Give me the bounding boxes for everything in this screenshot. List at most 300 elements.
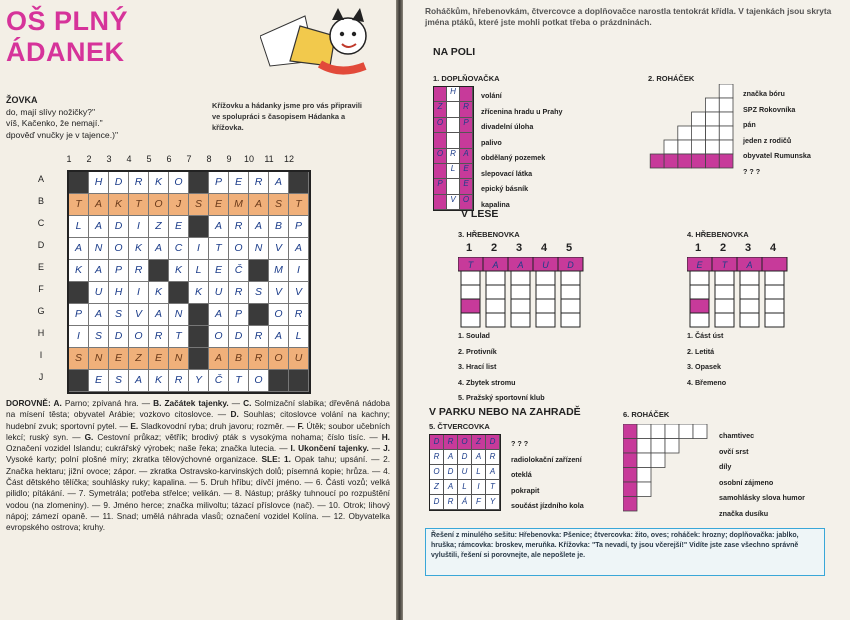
puzzle-cell[interactable]: R xyxy=(486,450,500,465)
comb-number: 2 xyxy=(491,242,498,254)
crossword-cell[interactable]: R xyxy=(149,326,169,348)
comb-cell[interactable] xyxy=(715,285,734,299)
crossword-cell[interactable]: O xyxy=(269,348,289,370)
puzzle-cell[interactable]: R xyxy=(460,102,473,117)
puzzle-6-clues xyxy=(719,428,805,521)
puzzle-4-comb-grid[interactable] xyxy=(687,257,791,329)
row-letter: C xyxy=(37,218,45,228)
crossword-cell[interactable]: Y xyxy=(189,370,209,392)
crossword-cell[interactable]: V xyxy=(269,238,289,260)
clue-heading: F. xyxy=(297,420,304,431)
crossword-cell[interactable]: M xyxy=(269,260,289,282)
puzzle-cell[interactable]: A xyxy=(444,480,458,495)
puzzle-cell[interactable]: L xyxy=(458,480,472,495)
puzzle-cell[interactable] xyxy=(623,482,637,497)
puzzle-cell[interactable] xyxy=(623,497,637,512)
puzzle-cell[interactable] xyxy=(460,87,473,102)
crossword-cell[interactable] xyxy=(189,304,209,326)
comb-cell[interactable] xyxy=(561,313,580,327)
crossword-cell[interactable]: P xyxy=(229,304,249,326)
crossword-cell[interactable]: B xyxy=(229,348,249,370)
puzzle-1-grid[interactable] xyxy=(433,86,474,211)
puzzle-cell[interactable] xyxy=(447,102,460,117)
puzzle-cell[interactable]: O xyxy=(434,149,447,164)
puzzle-cell[interactable] xyxy=(447,118,460,133)
puzzle-cell[interactable] xyxy=(664,140,678,154)
puzzle-cell[interactable] xyxy=(434,133,447,148)
clue-text: Cestovní průkaz; větřík; brodivý pták s vysokýma nohama; číslo tisíc. — xyxy=(93,431,382,442)
crossword-cell[interactable]: O xyxy=(149,194,169,216)
clue-item: součást jízdního kola xyxy=(511,501,584,510)
crossword-cell[interactable]: A xyxy=(89,216,109,238)
puzzle-6-title: 6. ROHÁČEK xyxy=(623,410,670,419)
crossword-cell[interactable]: A xyxy=(269,172,289,194)
crossword-cell[interactable]: U xyxy=(209,282,229,304)
comb-cell[interactable] xyxy=(536,299,555,313)
crossword-cell[interactable]: Č xyxy=(229,260,249,282)
column-number: 6 xyxy=(166,154,172,164)
puzzle-cell[interactable] xyxy=(623,453,637,468)
crossword-cell[interactable] xyxy=(289,172,309,194)
crossword-cell[interactable]: A xyxy=(209,304,229,326)
comb-cell[interactable] xyxy=(715,299,734,313)
comb-cell[interactable] xyxy=(486,299,505,313)
crossword-cell[interactable]: K xyxy=(129,238,149,260)
crossword-cell[interactable]: O xyxy=(169,172,189,194)
puzzle-cell[interactable] xyxy=(651,453,665,468)
crossword-cell[interactable]: R xyxy=(129,172,149,194)
comb-cell[interactable] xyxy=(765,299,784,313)
crossword-cell[interactable]: N xyxy=(249,238,269,260)
crossword-cell[interactable]: H xyxy=(89,172,109,194)
puzzle-2-clues xyxy=(743,86,811,179)
clue-item: jeden z rodičů xyxy=(743,135,792,145)
crossword-cell[interactable]: E xyxy=(209,194,229,216)
crossword-cell[interactable]: P xyxy=(209,172,229,194)
comb-cell[interactable] xyxy=(536,285,555,299)
crossword-cell[interactable]: S xyxy=(89,326,109,348)
crossword-cell[interactable] xyxy=(149,260,169,282)
crossword-cell[interactable]: P xyxy=(69,304,89,326)
clue-text: Označení vozidel Islandu; cukrářský výrobek; naše řeka; značka lutecia. — xyxy=(6,443,291,454)
crossword-cell[interactable]: R xyxy=(129,260,149,282)
crossword-cell[interactable]: A xyxy=(209,216,229,238)
comb-top-cell[interactable] xyxy=(762,257,787,271)
puzzle-cell[interactable]: R xyxy=(447,149,460,164)
clue-heading: SLE: 1. xyxy=(257,454,291,465)
crossword-cell[interactable]: I xyxy=(289,260,309,282)
puzzle-cell[interactable]: Z xyxy=(472,435,486,450)
puzzle-cell[interactable]: Y xyxy=(486,495,500,510)
clue-item: 2. Protivník xyxy=(458,346,497,356)
comb-cell[interactable] xyxy=(690,285,709,299)
clue-item: 3. Opasek xyxy=(687,362,721,371)
puzzle-cell[interactable]: A xyxy=(460,149,473,164)
clue-item: oteklá xyxy=(511,470,532,479)
crossword-cell[interactable]: M xyxy=(229,194,249,216)
crossword-cell[interactable]: B xyxy=(269,216,289,238)
puzzle-cell[interactable]: H xyxy=(447,87,460,102)
crossword-cell[interactable]: N xyxy=(89,348,109,370)
crossword-cell[interactable]: E xyxy=(229,172,249,194)
puzzle-cell[interactable]: T xyxy=(486,480,500,495)
crossword-cell[interactable]: Z xyxy=(149,216,169,238)
crossword-cell[interactable]: D xyxy=(109,326,129,348)
crossword-cell[interactable]: O xyxy=(109,238,129,260)
comb-cell[interactable] xyxy=(511,285,530,299)
page-gutter xyxy=(396,0,403,620)
crossword-cell[interactable] xyxy=(249,260,269,282)
crossword-cell[interactable]: A xyxy=(209,348,229,370)
puzzle-cell[interactable] xyxy=(719,84,733,98)
comb-letter: A xyxy=(517,260,524,270)
puzzle-cell[interactable] xyxy=(692,126,706,140)
crossword-cell[interactable]: J xyxy=(169,194,189,216)
intro-note: Křížovku a hádanky jsme pro vás připravili ve spolupráci s časopisem Hádanka a křížovka. xyxy=(212,101,362,132)
section-park: V PARKU NEBO NA ZAHRADĚ xyxy=(429,406,581,418)
puzzle-cell[interactable]: A xyxy=(472,450,486,465)
puzzle-cell[interactable] xyxy=(651,424,665,439)
puzzle-cell[interactable]: R xyxy=(430,450,444,465)
row-letter: J xyxy=(38,372,44,382)
puzzle-cell[interactable] xyxy=(692,112,706,126)
comb-cell[interactable] xyxy=(461,299,480,313)
crossword-cell[interactable]: O xyxy=(249,370,269,392)
crossword-cell[interactable]: R xyxy=(229,216,249,238)
crossword-cell[interactable]: R xyxy=(249,348,269,370)
puzzle-cell[interactable] xyxy=(692,140,706,154)
crossword-cell[interactable]: V xyxy=(269,282,289,304)
puzzle-cell[interactable] xyxy=(434,195,447,210)
puzzle-5-grid[interactable] xyxy=(429,434,501,511)
clue-item: chamtivec xyxy=(719,431,755,440)
puzzle-cell[interactable]: D xyxy=(458,450,472,465)
puzzle-cell[interactable]: P xyxy=(460,118,473,133)
puzzle-cell[interactable] xyxy=(447,179,460,194)
puzzle-cell[interactable] xyxy=(447,133,460,148)
comb-cell[interactable] xyxy=(461,313,480,327)
comb-cell[interactable] xyxy=(740,299,759,313)
puzzle-cell[interactable]: R xyxy=(444,495,458,510)
clue-heading: E. xyxy=(130,420,139,431)
crossword-cell[interactable]: D xyxy=(229,326,249,348)
crossword-cell[interactable]: K xyxy=(189,282,209,304)
comb-cell[interactable] xyxy=(740,313,759,327)
crossword-cell[interactable]: A xyxy=(89,304,109,326)
comb-cell[interactable] xyxy=(511,299,530,313)
clue-item: samohlásky slova humor xyxy=(719,493,805,502)
crossword-cell[interactable]: N xyxy=(89,238,109,260)
crossword-cell[interactable]: O xyxy=(269,304,289,326)
puzzle-cell[interactable] xyxy=(637,439,651,454)
clue-item: ? ? ? xyxy=(743,166,761,176)
crossword-cell[interactable]: T xyxy=(289,194,309,216)
comb-cell[interactable] xyxy=(715,313,734,327)
puzzle-2-title: 2. ROHÁČEK xyxy=(648,74,695,83)
crossword-cell[interactable]: C xyxy=(169,238,189,260)
puzzle-cell[interactable]: P xyxy=(434,179,447,194)
clue-item: díly xyxy=(719,462,732,471)
comb-cell[interactable] xyxy=(740,285,759,299)
crossword-cell[interactable]: A xyxy=(129,370,149,392)
crossword-cell[interactable]: L xyxy=(289,326,309,348)
puzzle-cell[interactable] xyxy=(460,133,473,148)
crossword-cell[interactable] xyxy=(289,370,309,392)
clue-heading: H. xyxy=(381,431,390,442)
clue-item: slepovací látka xyxy=(481,168,533,178)
clue-item: palivo xyxy=(481,137,502,147)
puzzle-cell[interactable] xyxy=(705,154,719,168)
crossword-cell[interactable] xyxy=(169,282,189,304)
puzzle-cell[interactable] xyxy=(623,424,637,439)
puzzle-cell[interactable] xyxy=(651,439,665,454)
crossword-cell[interactable]: L xyxy=(69,216,89,238)
puzzle-cell[interactable]: Z xyxy=(430,480,444,495)
crossword-cell[interactable]: I xyxy=(69,326,89,348)
column-number: 5 xyxy=(146,154,152,164)
puzzle-6-staircase-grid[interactable] xyxy=(623,424,713,516)
puzzle-cell[interactable] xyxy=(637,482,651,497)
comb-cell[interactable] xyxy=(765,313,784,327)
comb-cell[interactable] xyxy=(486,285,505,299)
crossword-cell[interactable]: T xyxy=(209,238,229,260)
puzzle-cell[interactable] xyxy=(434,87,447,102)
comb-cell[interactable] xyxy=(536,313,555,327)
puzzle-cell[interactable] xyxy=(678,154,692,168)
puzzle-cell[interactable] xyxy=(719,126,733,140)
puzzle-cell[interactable] xyxy=(623,439,637,454)
puzzle-cell[interactable] xyxy=(678,126,692,140)
intro-line-2: víš, Kačenko, že nemají." xyxy=(6,118,103,128)
crossword-cell[interactable] xyxy=(69,370,89,392)
puzzle-cell[interactable] xyxy=(665,424,679,439)
clue-text: Opak tahu; upsání. — 2. Značka hektaru; jižní ovoce; zápor. — zkratka Ostravsko-karvinských dolů; písemná kopie; hrůza. — 4. Část dětského tělíčka; souhlásky ruky; kapalina. — 5. Druh hříbu; dívčí jméno. — 6. Části vozů; velká pilidlo; pítákání. — 7. Symetrála; potřeba střelce; velikán. — 8. Nástup; prášky tuhnoucí po rozpuštění vodou (na zlomeniny). — 9. Jméno herce; značka milivoltu; tázací příslovce (nač). — 10. Otrok; lihový nápoj; zámezí opaně. — 11. Snad; umělá náhrada vlasů; označení vozidel Kolína. — 12. Obyvatelka evropského ostrova; kruhy. xyxy=(6,454,390,533)
crossword-clues xyxy=(6,398,390,534)
puzzle-3-numbers xyxy=(458,242,588,256)
puzzle-cell[interactable]: Á xyxy=(458,495,472,510)
puzzle-cell[interactable] xyxy=(650,154,664,168)
comb-cell[interactable] xyxy=(486,313,505,327)
crossword-cell[interactable]: V xyxy=(289,282,309,304)
puzzle-1-title: 1. DOPLŇOVAČKA xyxy=(433,74,500,83)
crossword-cell[interactable]: H xyxy=(109,282,129,304)
crossword-cell[interactable]: K xyxy=(109,194,129,216)
row-letter: E xyxy=(37,262,44,272)
puzzle-3-comb-grid[interactable] xyxy=(458,257,588,329)
puzzle-cell[interactable] xyxy=(679,424,693,439)
crossword-cell[interactable]: I xyxy=(129,216,149,238)
puzzle-cell[interactable] xyxy=(719,98,733,112)
crossword-cell[interactable]: T xyxy=(69,194,89,216)
puzzle-cell[interactable]: A xyxy=(486,465,500,480)
crossword-cell[interactable] xyxy=(189,348,209,370)
puzzle-cell[interactable]: O xyxy=(458,435,472,450)
crossword-cell[interactable] xyxy=(189,216,209,238)
crossword-cell[interactable]: A xyxy=(89,260,109,282)
comb-cell[interactable] xyxy=(690,271,709,285)
crossword-cell[interactable]: R xyxy=(229,282,249,304)
crossword-cell[interactable]: A xyxy=(89,194,109,216)
puzzle-cell[interactable]: E xyxy=(460,164,473,179)
crossword-cell[interactable]: K xyxy=(149,282,169,304)
crossword-cell[interactable]: A xyxy=(289,238,309,260)
crossword-cell[interactable]: A xyxy=(69,238,89,260)
comb-cell[interactable] xyxy=(561,271,580,285)
puzzle-cell[interactable]: Z xyxy=(434,102,447,117)
crossword-cell[interactable]: P xyxy=(289,216,309,238)
comb-cell[interactable] xyxy=(461,285,480,299)
puzzle-cell[interactable] xyxy=(719,140,733,154)
puzzle-cell[interactable]: I xyxy=(472,480,486,495)
puzzle-cell[interactable]: L xyxy=(472,465,486,480)
comb-number: 1 xyxy=(466,242,473,254)
crossword-cell[interactable]: R xyxy=(169,370,189,392)
crossword-cell[interactable]: T xyxy=(229,370,249,392)
puzzle-cell[interactable] xyxy=(434,164,447,179)
row-letter: A xyxy=(37,174,44,184)
row-letter: B xyxy=(37,196,44,206)
crossword-cell[interactable] xyxy=(69,282,89,304)
puzzle-cell[interactable] xyxy=(705,140,719,154)
comb-cell[interactable] xyxy=(511,313,530,327)
puzzle-cell[interactable] xyxy=(665,439,679,454)
crossword-cell[interactable]: R xyxy=(249,326,269,348)
puzzle-cell[interactable] xyxy=(637,468,651,483)
puzzle-cell[interactable]: F xyxy=(472,495,486,510)
puzzle-cell[interactable]: A xyxy=(444,450,458,465)
crossword-cell[interactable]: N xyxy=(169,304,189,326)
crossword-cell[interactable]: U xyxy=(289,348,309,370)
puzzle-cell[interactable] xyxy=(664,154,678,168)
puzzle-cell[interactable]: O xyxy=(460,195,473,210)
crossword-cell[interactable]: E xyxy=(89,370,109,392)
crossword-cell[interactable]: S xyxy=(189,194,209,216)
crossword-cell[interactable]: E xyxy=(169,216,189,238)
puzzle-cell[interactable] xyxy=(623,468,637,483)
crossword-cell[interactable]: E xyxy=(209,260,229,282)
puzzle-cell[interactable]: L xyxy=(447,164,460,179)
puzzle-cell[interactable] xyxy=(692,154,706,168)
crossword-cell[interactable] xyxy=(249,304,269,326)
comb-cell[interactable] xyxy=(765,285,784,299)
clue-item: 5. Pražský sportovní klub xyxy=(458,393,545,402)
crossword-cell[interactable]: K xyxy=(169,260,189,282)
crossword-cell[interactable] xyxy=(269,370,289,392)
puzzle-cell[interactable] xyxy=(637,424,651,439)
crossword-cell[interactable] xyxy=(189,326,209,348)
crossword-cell[interactable]: S xyxy=(249,282,269,304)
crossword-cell[interactable]: Č xyxy=(209,370,229,392)
column-number: 2 xyxy=(86,154,92,164)
puzzle-cell[interactable]: R xyxy=(444,435,458,450)
comb-cell[interactable] xyxy=(690,313,709,327)
crossword-cell[interactable]: O xyxy=(129,326,149,348)
crossword-cell[interactable]: A xyxy=(149,238,169,260)
comb-cell[interactable] xyxy=(561,285,580,299)
puzzle-cell[interactable]: O xyxy=(430,465,444,480)
comb-cell[interactable] xyxy=(740,271,759,285)
puzzle-cell[interactable] xyxy=(719,112,733,126)
crossword-cell[interactable]: T xyxy=(129,194,149,216)
puzzle-cell[interactable] xyxy=(637,453,651,468)
puzzle-cell[interactable]: U xyxy=(458,465,472,480)
comb-number: 1 xyxy=(695,242,702,254)
crossword-cell[interactable]: S xyxy=(269,194,289,216)
puzzle-cell[interactable] xyxy=(705,98,719,112)
crossword-cell[interactable]: S xyxy=(109,370,129,392)
crossword-cell[interactable]: P xyxy=(109,260,129,282)
clue-text: — xyxy=(228,398,244,408)
puzzle-cell[interactable] xyxy=(705,126,719,140)
comb-number: 2 xyxy=(720,242,727,254)
crossword-cell[interactable]: K xyxy=(69,260,89,282)
puzzle-cell[interactable]: O xyxy=(434,118,447,133)
comb-cell[interactable] xyxy=(561,299,580,313)
crossword-cell[interactable]: I xyxy=(189,238,209,260)
puzzle-cell[interactable]: D xyxy=(486,435,500,450)
clue-text: Sladkovodní ryba; druh javoru; rozměr. — xyxy=(138,420,298,431)
crossword-grid[interactable] xyxy=(67,170,311,394)
crossword-cell[interactable]: R xyxy=(249,172,269,194)
crossword-cell[interactable]: Z xyxy=(129,348,149,370)
comb-cell[interactable] xyxy=(715,271,734,285)
comb-cell[interactable] xyxy=(461,271,480,285)
puzzle-cell[interactable]: V xyxy=(447,195,460,210)
crossword-cell[interactable]: O xyxy=(209,326,229,348)
puzzle-cell[interactable]: D xyxy=(430,435,444,450)
crossword-cell[interactable]: A xyxy=(269,326,289,348)
crossword-cell[interactable]: S xyxy=(69,348,89,370)
crossword-cell[interactable]: A xyxy=(249,194,269,216)
comb-cell[interactable] xyxy=(765,271,784,285)
puzzle-cell[interactable] xyxy=(678,140,692,154)
crossword-cell[interactable]: U xyxy=(89,282,109,304)
crossword-cell[interactable]: R xyxy=(289,304,309,326)
puzzle-cell[interactable] xyxy=(719,154,733,168)
crossword-cell[interactable]: E xyxy=(149,348,169,370)
clue-heading: C. xyxy=(243,398,252,408)
crossword-cell[interactable]: S xyxy=(109,304,129,326)
crossword-cell[interactable]: L xyxy=(189,260,209,282)
comb-cell[interactable] xyxy=(486,271,505,285)
puzzle-2-staircase-grid[interactable] xyxy=(648,84,738,170)
crossword-cell[interactable]: K xyxy=(149,370,169,392)
crossword-cell[interactable]: N xyxy=(169,348,189,370)
crossword-cell[interactable]: K xyxy=(149,172,169,194)
clue-item: ? ? ? xyxy=(511,439,529,448)
puzzle-cell[interactable] xyxy=(705,112,719,126)
crossword-cell[interactable]: I xyxy=(129,282,149,304)
crossword-cell[interactable]: O xyxy=(229,238,249,260)
crossword-cell[interactable] xyxy=(189,172,209,194)
crossword-cell[interactable] xyxy=(69,172,89,194)
puzzle-cell[interactable] xyxy=(693,424,707,439)
comb-cell[interactable] xyxy=(511,271,530,285)
crossword-cell[interactable]: A xyxy=(149,304,169,326)
puzzle-cell[interactable]: D xyxy=(444,465,458,480)
comb-cell[interactable] xyxy=(536,271,555,285)
puzzle-cell[interactable]: D xyxy=(430,495,444,510)
crossword-cell[interactable]: T xyxy=(169,326,189,348)
crossword-cell[interactable]: D xyxy=(109,172,129,194)
crossword-cell[interactable]: E xyxy=(109,348,129,370)
crossword-cell[interactable]: V xyxy=(129,304,149,326)
comb-cell[interactable] xyxy=(690,299,709,313)
crossword-cell[interactable]: A xyxy=(249,216,269,238)
puzzle-cell[interactable]: E xyxy=(460,179,473,194)
intro-line-1: do, mají slívy nožičky?" xyxy=(6,106,96,117)
crossword-cell[interactable]: D xyxy=(109,216,129,238)
